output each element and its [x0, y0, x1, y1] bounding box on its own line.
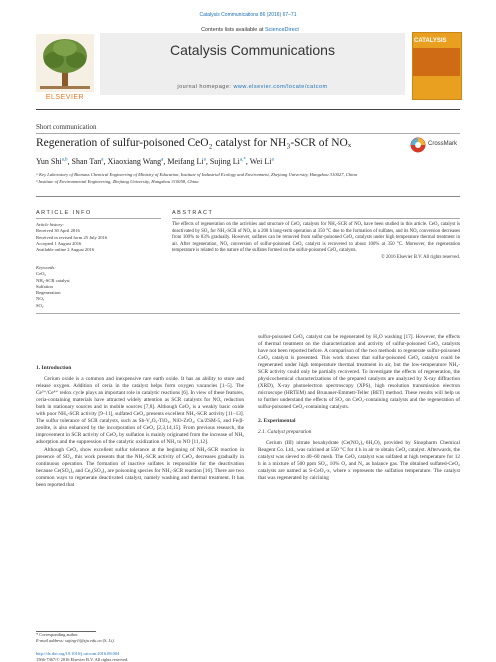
intro-paragraph: Although CeO₂ show excellent sulfur tolerance at the beginning of NH₃-SCR reaction in presence of SO₂, this work presents that the NH₃-SCR activity of CeO₂ decreases gradually in continuous operation. The formation of inactive sulfates is responsible for the deactivation because Ce(SO₄)₂ and Ce₂(SO₄)₃ are poisoning species for NH₃-SCR reaction [16]. There are two common ways to regenerate deactivated catalyst, namely washing and thermal treatment. It has been reported that	[36, 446, 244, 488]
publisher-name: ELSEVIER	[45, 94, 85, 101]
corresponding-author: * Corresponding author.	[36, 632, 79, 637]
author-affiliation-mark[interactable]: a,*	[239, 157, 246, 163]
footnote	[36, 632, 246, 644]
history-revised: Received in revised form 25 July 2016	[36, 234, 108, 240]
doi-block	[36, 651, 246, 662]
article-info-divider	[36, 218, 161, 219]
history-label: Article history:	[36, 222, 64, 227]
journal-cover-title: CATALYSIS	[414, 38, 447, 44]
keyword: CeO₂	[36, 271, 47, 277]
affiliation-divider	[36, 196, 460, 197]
experimental-paragraph: Cerium (III) nitrate hexahydrate (Ce(NO₃)₃·6H₂O), provided by Sinopharm Chemical Reagent Co. Ltd., was calcined at 550 °C for 4 h in air to obtain CeO₂ catalyst. Afterwards, the catalyst was sieved to 40–60 mesh. The CeO₂ catalyst was sulfated at high temperature for 12 h in a mixture of 500 ppm SO₂, 10% O₂ and N₂ as balance gas. The obtained sulfated-CeO₂ catalysts are named as S-CeO₂-x, where x represents the sulfation temperature. The catalyst that was regenerated by calcining	[258, 439, 460, 481]
keyword: Sulfation	[36, 283, 53, 289]
keyword: NH₃-SCR catalyst	[36, 277, 70, 283]
elsevier-tree-logo	[36, 34, 94, 92]
affiliation-b: ᵇ Institute of Environmental Engineering, Zhejiang University, Hangzhou 310058, China	[36, 179, 199, 184]
issn-copyright: 1566-7367/© 2016 Elsevier B.V. All rights reserved.	[36, 656, 129, 662]
author-name[interactable]: Wei Li	[249, 157, 272, 166]
history-online: Available online 2 August 2016	[36, 247, 95, 253]
journal-cover-band	[413, 48, 460, 76]
section-heading-introduction: 1. Introduction	[36, 365, 72, 371]
keywords	[36, 265, 161, 309]
abstract-text: The effects of regeneration on the activities and structure of CeO₂ catalysts for NH₃-SCR of NOₓ have been studied in this article. CeO₂ catalyst is deactivated by SO₂ for NH₃-SCR of NOₓ in a 200 h long-term operation at 350 °C due to the formation of sulfates, and its NOₓ conversion decreases from 100% to 83% gradually. However, sulfates can be removed from sulfur-poisoned CeO₂ catalysts under high temperature thermal treatment in air. After regeneration, NOₓ conversion of sulfur-poisoned CeO₂ catalyst is recovered to about 100% at 350 °C. Moreover, the regeneration temperature is related to the nature of the sulfates formed on the sulfur-poisoned CeO₂ catalysts.	[172, 222, 460, 254]
section-heading-experimental: 2. Experimental	[258, 417, 296, 424]
corresponding-email[interactable]: E-mail address: sujing-li@zju.edu.cn (S. Li).	[36, 638, 115, 643]
homepage-prefix: journal homepage:	[177, 84, 234, 90]
article-history	[36, 222, 161, 253]
keyword: NOₓ	[36, 296, 44, 302]
keyword: SO₂	[36, 302, 44, 308]
author-affiliation-mark[interactable]: a	[161, 157, 164, 163]
crossmark-label: CrossMark	[428, 141, 458, 147]
title-divider	[36, 133, 460, 134]
author-affiliation-mark[interactable]: a,b	[61, 157, 68, 163]
journal-reference[interactable]: Catalysis Communications 86 (2016) 67–71	[199, 12, 297, 18]
intro-continuation: sulfur-poisoned CeO₂ catalyst can be regenerated by H₂O washing [17]. However, the effects of thermal treatment on the characterization and activity of sulfur-poisoned CeO₂ catalysts have not been reported before. A comparison of the two methods to regenerate sulfur-poisoned CeO₂ catalyst is presented. This work shows that sulfur-poisoned CeO₂ catalyst could be regenerated under high temperature thermal treatment in air, but the low-temperature NH₃-SCR activity could only be partially recovered. To investigate the effects of regeneration, the physicochemical characterizations of the prepared catalysts are analyzed by X-ray diffraction (XRD), X-ray photoelectron spectroscopy (XPS), high resolution transmission electron microscope (HRTEM) and Brunauer-Emmett-Teller (BET) method. These results will help us to further understand the effects of SO₂ on CeO₂-containing catalysts and the regeneration of sulfur-poisoned CeO₂-containing catalysts.	[258, 334, 460, 411]
abstract-copyright: © 2016 Elsevier B.V. All rights reserved.	[381, 254, 460, 260]
subsection-heading-catalyst-preparation: 2.1. Catalyst preparation	[258, 428, 312, 435]
crossmark-icon	[410, 137, 426, 153]
article-type: Short communication	[36, 123, 97, 131]
abstract-divider	[172, 218, 460, 219]
author-name[interactable]: Meifang Li	[167, 157, 204, 166]
author-name[interactable]: Sujing Li	[209, 157, 240, 166]
doi-link[interactable]: http://dx.doi.org/10.1016/j.catcom.2016.08.004	[36, 651, 120, 656]
article-title: Regeneration of sulfur-poisoned CeO₂ catalyst for NH₃-SCR of NOₓ	[36, 137, 352, 149]
sciencedirect-link[interactable]: ScienceDirect	[264, 27, 299, 33]
keywords-label: Keywords:	[36, 265, 56, 270]
author-name[interactable]: Shan Tan	[71, 157, 102, 166]
contents-line	[160, 27, 340, 33]
crossmark-badge[interactable]	[410, 137, 460, 153]
abstract-heading: ABSTRACT	[172, 210, 214, 216]
author-affiliation-mark[interactable]: a	[271, 157, 274, 163]
body-left-column	[36, 365, 244, 489]
body-right-column	[258, 334, 460, 482]
abstract-bottom-divider	[36, 313, 460, 314]
author-list: Yun Shi$^{a,b}$, Shan Tan$^a$, Xiaoxiang Wang$^a$, Meifang Li$^a$, Sujing Li$^{a,*}$, Wei Li$^a$	[36, 157, 274, 166]
intro-paragraph: Cerium oxide is a common and inexpensive rare earth oxide. It has an ability to store and release oxygen. Addition of ceria in the catalyst helps form oxygen vacancies [1–5]. The Ce³⁺/Ce⁴⁺ redox cycle plays an important role in catalytic reactions [6]. In view of these features, ceria-containing materials have attracted widely attention as SCR catalysts for NOₓ reduction both in stationary sources and in mobile sources [7,8]. Although CeO₂ is a weakly basic oxide with poor NH₃-SCR activity [9–11], sulfated CeO₂ presents excellent NH₃-SCR activity [11–13]. The sulfur tolerance of SCR catalysts, such as Sb-V₂O₅-TiO₂, NiO-ZrO₂, Cu/ZSM-5, and Fe/β-zeolite, is also enhanced by the incorporation of CeO₂ [2,3,14,15]. From previous research, the improvement in SCR activity of CeO₂ by sulfation is mainly originated from the increase of NH₃ adsorption and the suppression of the catalytic oxidization of NH₃ to NO [11,12].	[36, 376, 244, 446]
history-received: Received 30 April 2016	[36, 228, 80, 234]
header-divider	[36, 109, 460, 110]
author-affiliation-mark[interactable]: a	[203, 157, 206, 163]
abstract-body	[172, 222, 460, 262]
article-info-heading: ARTICLE INFO	[36, 210, 92, 216]
history-accepted: Accepted 1 August 2016	[36, 240, 82, 246]
author-name[interactable]: Yun Shi	[36, 157, 62, 166]
affiliation-a: ᵃ Key Laboratory of Biomass Chemical Engineering of Ministry of Education, Institute of Industrial Ecology and Environment, Zhejiang University, Hangzhou 310027, China	[36, 172, 358, 177]
journal-title: Catalysis Communications	[170, 42, 335, 58]
contents-prefix: Contents lists available at	[201, 27, 265, 33]
author-affiliation-mark[interactable]: a	[101, 157, 104, 163]
journal-homepage	[100, 84, 405, 90]
homepage-link[interactable]: www.elsevier.com/locate/catcom	[233, 84, 328, 90]
keyword: Regeneration	[36, 290, 61, 296]
author-name[interactable]: Xiaoxiang Wang	[107, 157, 162, 166]
